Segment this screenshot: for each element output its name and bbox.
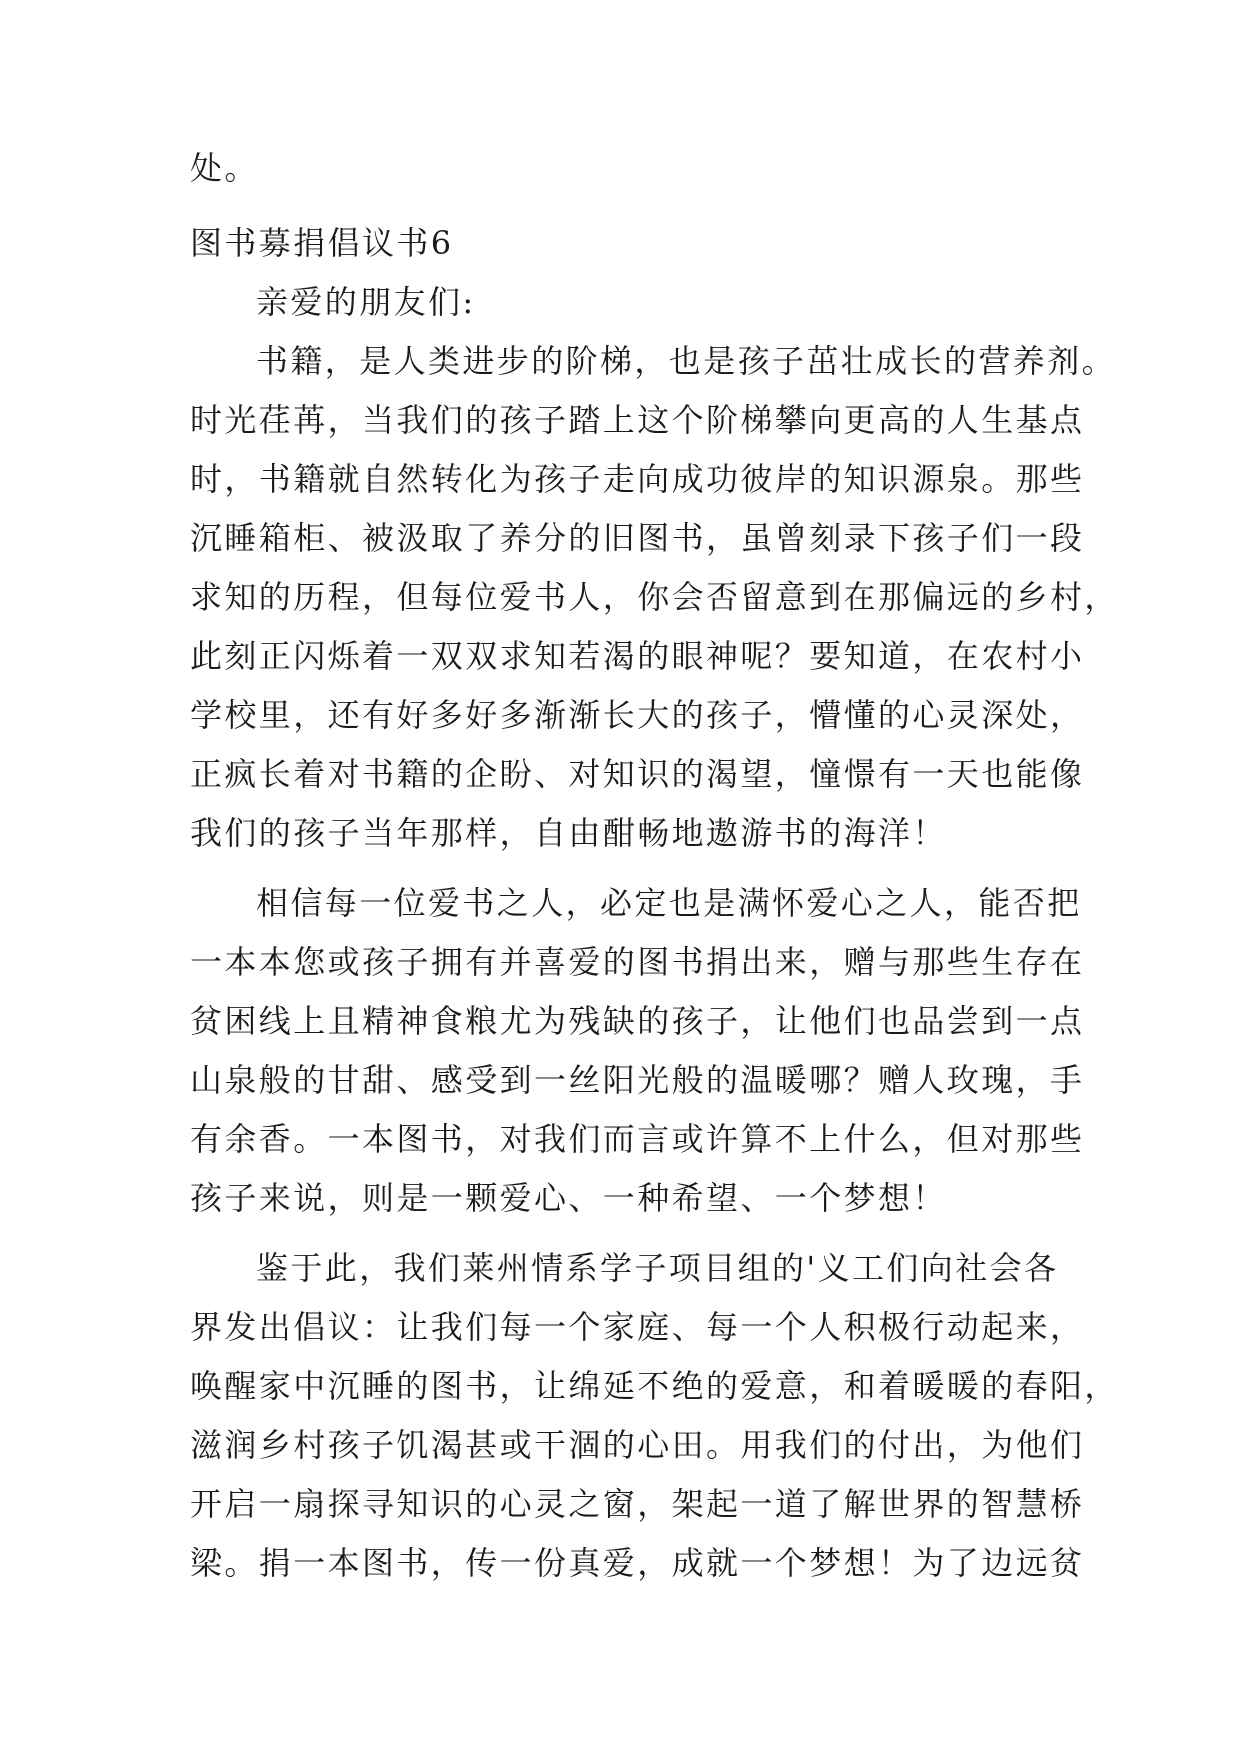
text-line: 学校里，还有好多好多渐渐长大的孩子，懵懂的心灵深处， (190, 696, 1085, 734)
text-line: 沉睡箱柜、被汲取了养分的旧图书，虽曾刻录下孩子们一段 (190, 519, 1085, 557)
text-line: 时，书籍就自然转化为孩子走向成功彼岸的知识源泉。那些 (190, 460, 1085, 498)
text-line: 此刻正闪烁着一双双求知若渴的眼神呢？要知道，在农村小 (190, 637, 1085, 675)
section-heading: 图书募捐倡议书6 (190, 224, 454, 262)
text-line: 孩子来说，则是一颗爱心、一种希望、一个梦想！ (190, 1179, 947, 1217)
text-line: 求知的历程，但每位爱书人，你会否留意到在那偏远的乡村， (190, 578, 1119, 616)
text-line: 贫困线上且精神食粮尤为残缺的孩子，让他们也品尝到一点 (190, 1002, 1085, 1040)
salutation: 亲爱的朋友们: (256, 283, 476, 321)
text-line: 我们的孩子当年那样，自由酣畅地遨游书的海洋！ (190, 814, 947, 852)
text-line: 开启一扇探寻知识的心灵之窗，架起一道了解世界的智慧桥 (190, 1485, 1085, 1523)
text-line: 滋润乡村孩子饥渴甚或干涸的心田。用我们的付出，为他们 (190, 1426, 1085, 1464)
text-line: 山泉般的甘甜、感受到一丝阳光般的温暖哪？赠人玫瑰，手 (190, 1061, 1085, 1099)
text-line: 梁。捐一本图书，传一份真爱，成就一个梦想！为了边远贫 (190, 1544, 1085, 1582)
text-line: 书籍，是人类进步的阶梯，也是孩子茁壮成长的营养剂。 (256, 342, 1117, 380)
text-line: 时光荏苒，当我们的孩子踏上这个阶梯攀向更高的人生基点 (190, 401, 1085, 439)
text-line: 处。 (190, 149, 259, 187)
text-line: 界发出倡议：让我们每一个家庭、每一个人积极行动起来， (190, 1308, 1085, 1346)
text-line: 有余香。一本图书，对我们而言或许算不上什么，但对那些 (190, 1120, 1085, 1158)
text-line: 正疯长着对书籍的企盼、对知识的渴望，憧憬有一天也能像 (190, 755, 1085, 793)
text-line: 一本本您或孩子拥有并喜爱的图书捐出来，赠与那些生存在 (190, 943, 1085, 981)
text-line: 鉴于此，我们莱州情系学子项目组的'义工们向社会各 (256, 1249, 1059, 1287)
text-line: 唤醒家中沉睡的图书，让绵延不绝的爱意，和着暖暖的春阳， (190, 1367, 1119, 1405)
text-line: 相信每一位爱书之人，必定也是满怀爱心之人，能否把 (256, 884, 1082, 922)
